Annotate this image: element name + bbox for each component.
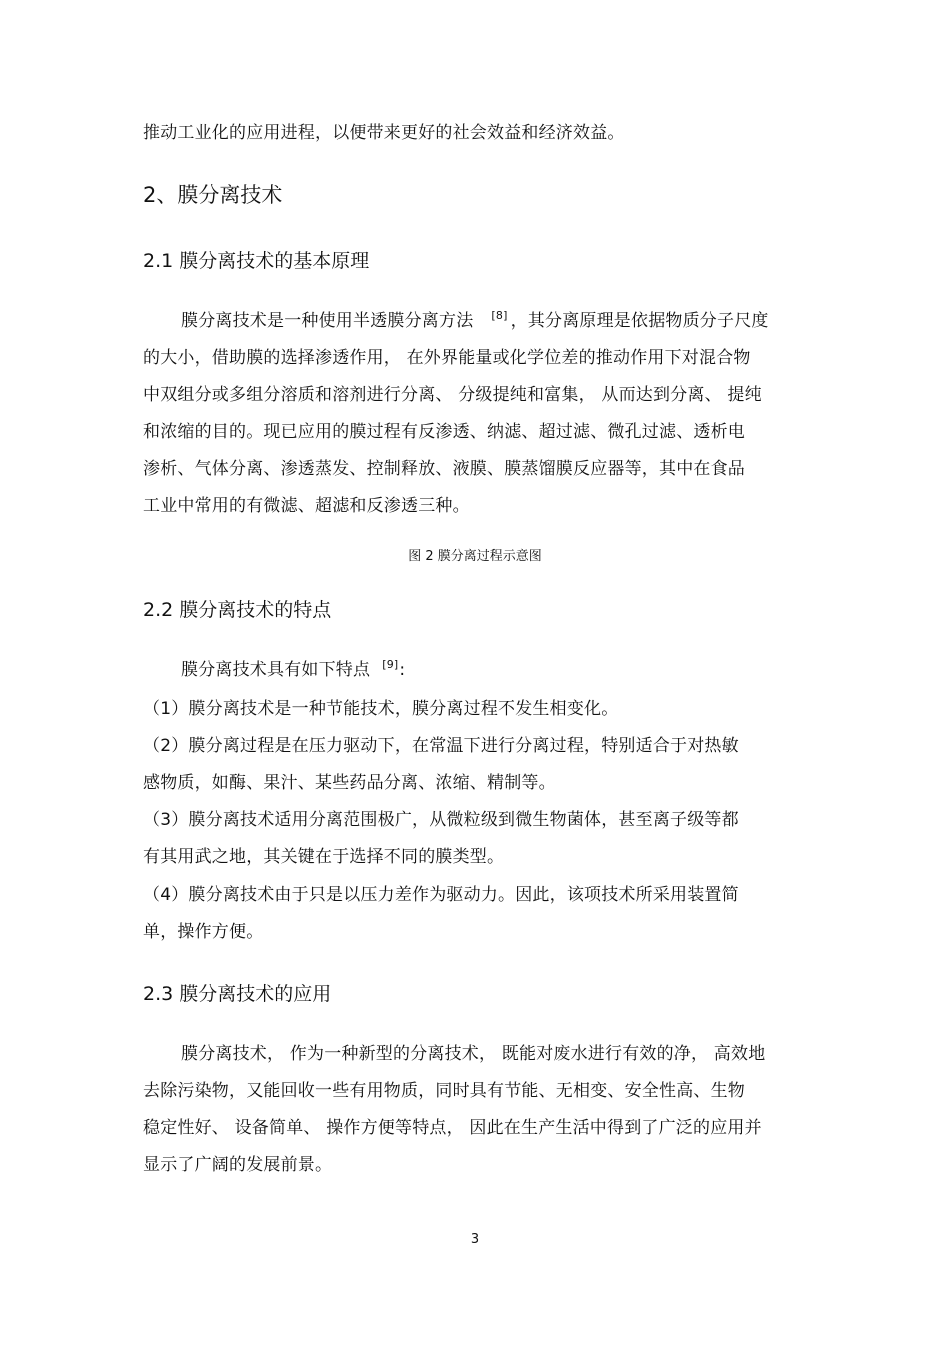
subsection-heading-2-2: 2.2 膜分离技术的特点 xyxy=(143,599,332,621)
citation-8: [8] xyxy=(491,309,508,322)
list-item-continuation: 单，操作方便。 xyxy=(143,922,264,942)
paragraph-line: 中双组分或多组分溶质和溶剂进行分离、 分级提纯和富集， 从而达到分离、 提纯 xyxy=(143,385,762,405)
section-heading-2: 2、膜分离技术 xyxy=(143,183,283,207)
figure-caption: 图 2 膜分离过程示意图 xyxy=(408,549,542,564)
paragraph-text: ，其分离原理是依据物质分子尺度 xyxy=(510,311,769,331)
list-item: （1）膜分离技术是一种节能技术，膜分离过程不发生相变化。 xyxy=(143,699,619,719)
list-item: （2）膜分离过程是在压力驱动下，在常温下进行分离过程，特别适合于对热敏 xyxy=(143,736,739,756)
subsection-heading-2-3: 2.3 膜分离技术的应用 xyxy=(143,983,332,1005)
paragraph-line: 显示了广阔的发展前景。 xyxy=(143,1155,333,1175)
paragraph-text: : xyxy=(399,660,406,680)
paragraph-line: 渗析、气体分离、渗透蒸发、控制释放、液膜、膜蒸馏膜反应器等，其中在食品 xyxy=(143,459,745,479)
paragraph-line xyxy=(181,310,769,332)
list-item-continuation: 感物质，如酶、果汁、某些药品分离、浓缩、精制等。 xyxy=(143,773,556,793)
paragraph-line: 工业中常用的有微滤、超滤和反渗透三种。 xyxy=(143,496,470,516)
paragraph-line: 稳定性好、 设备简单、 操作方便等特点， 因此在生产生活中得到了广泛的应用并 xyxy=(143,1118,762,1138)
paragraph-text: 膜分离技术具有如下特点 xyxy=(181,660,371,680)
list-item-continuation: 有其用武之地，其关键在于选择不同的膜类型。 xyxy=(143,847,505,867)
paragraph-line xyxy=(181,659,405,681)
paragraph-line: 膜分离技术， 作为一种新型的分离技术， 既能对废水进行有效的净， 高效地 xyxy=(181,1044,766,1064)
citation-9: [9] xyxy=(382,658,399,671)
page-number: 3 xyxy=(470,1232,480,1247)
list-item: （4）膜分离技术由于只是以压力差作为驱动力。因此，该项技术所采用装置简 xyxy=(143,885,739,905)
paragraph-line: 推动工业化的应用进程，以便带来更好的社会效益和经济效益。 xyxy=(143,123,625,143)
paragraph-line: 去除污染物，又能回收一些有用物质，同时具有节能、无相变、安全性高、生物 xyxy=(143,1081,745,1101)
subsection-heading-2-1: 2.1 膜分离技术的基本原理 xyxy=(143,250,370,272)
paragraph-text: 膜分离技术是一种使用半透膜分离方法 xyxy=(181,311,474,331)
paragraph-line: 的大小，借助膜的选择渗透作用， 在外界能量或化学位差的推动作用下对混合物 xyxy=(143,348,751,368)
paragraph-line: 和浓缩的目的。现已应用的膜过程有反渗透、纳滤、超过滤、微孔过滤、透析电 xyxy=(143,422,745,442)
list-item: （3）膜分离技术适用分离范围极广，从微粒级到微生物菌体，甚至离子级等都 xyxy=(143,810,739,830)
